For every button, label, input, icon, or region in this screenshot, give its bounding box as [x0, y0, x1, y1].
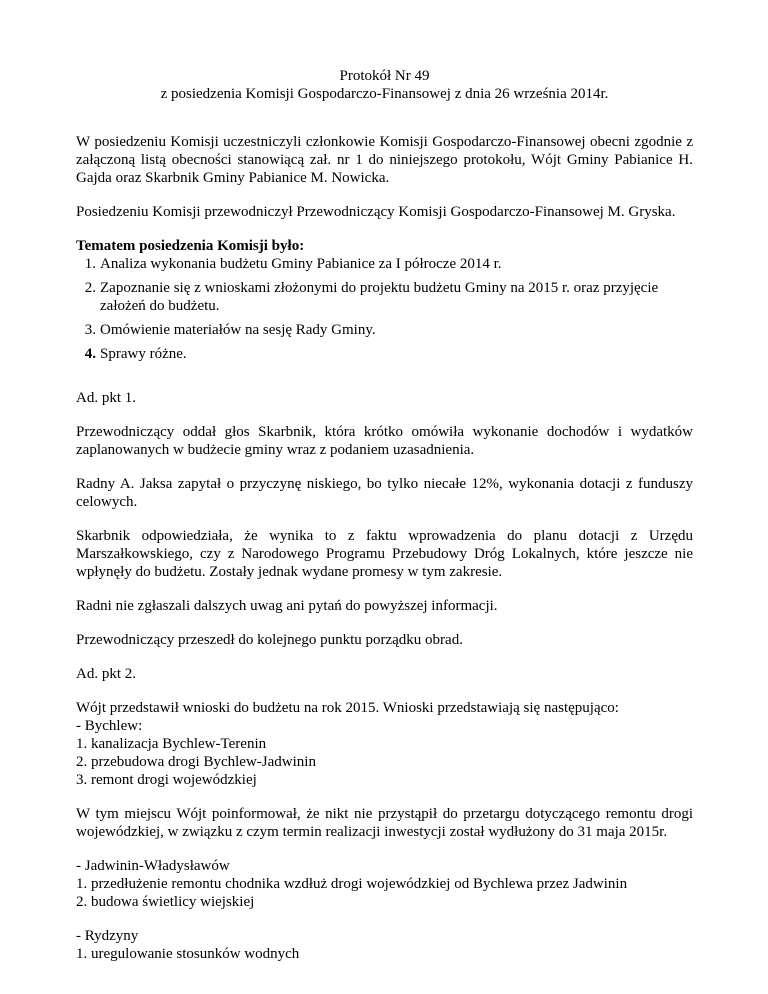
- list-item: 1. przedłużenie remontu chodnika wzdłuż drogi wojewódzkiej od Bychlewa przez Jadwinin: [76, 876, 628, 892]
- agenda-item-text: Analiza wykonania budżetu Gminy Pabianice za I półrocze 2014 r.: [100, 256, 502, 272]
- agenda-item-text: Sprawy różne.: [100, 346, 187, 362]
- agenda-heading: Tematem posiedzenia Komisji było:: [76, 238, 305, 254]
- protocol-subtitle: z posiedzenia Komisji Gospodarczo-Finansowej z dnia 26 września 2014r.: [160, 86, 609, 102]
- agenda-list: [76, 255, 693, 363]
- list-item: 3. remont drogi wojewódzkiej: [76, 772, 257, 788]
- agenda-item-number: 3.: [84, 322, 96, 338]
- agenda-item-text: Omówienie materiałów na sesję Rady Gminy.: [100, 322, 376, 338]
- rydzyny-label: - Rydzyny: [76, 928, 139, 944]
- point1-paragraph: Radni nie zgłaszali dalszych uwag ani pytań do powyższej informacji.: [76, 598, 498, 614]
- point1-paragraph: Radny A. Jaksa zapytał o przyczynę niskiego, bo tylko niecałe 12%, wykonania dotacji z funduszy celowych.: [76, 476, 693, 510]
- point1-paragraph: Przewodniczący oddał głos Skarbnik, która krótko omówiła wykonanie dochodów i wydatków zaplanowanych w budżecie gminy wraz z podaniem uzasadnienia.: [76, 424, 693, 458]
- point1-paragraph: Przewodniczący przeszedł do kolejnego punktu porządku obrad.: [76, 632, 463, 648]
- agenda-item: [76, 345, 693, 363]
- agenda-item: [76, 321, 693, 339]
- bychlew-label: - Bychlew:: [76, 718, 143, 734]
- list-item: 1. kanalizacja Bychlew-Terenin: [76, 736, 267, 752]
- participants-paragraph: W posiedzeniu Komisji uczestniczyli członkowie Komisji Gospodarczo-Finansowej obecni zgodnie z załączoną listą obecności stanowiącą zał. nr 1 do niniejszego protokołu, Wójt Gminy Pabianice H. Gajda oraz Skarbnik Gminy Pabianice M. Nowicka.: [76, 134, 693, 186]
- agenda-item: [76, 279, 693, 315]
- point2-intro: Wójt przedstawił wnioski do budżetu na rok 2015. Wnioski przedstawiają się następująco:: [76, 700, 619, 716]
- jadwinin-label: - Jadwinin-Władysławów: [76, 858, 230, 874]
- agenda-item: [76, 255, 693, 273]
- agenda-item-number: 1.: [84, 256, 96, 272]
- point1-heading: Ad. pkt 1.: [76, 390, 136, 406]
- list-item: 2. przebudowa drogi Bychlew-Jadwinin: [76, 754, 316, 770]
- point2-note: W tym miejscu Wójt poinformował, że nikt nie przystąpił do przetargu dotyczącego remontu drogi wojewódzkiej, w związku z czym termin realizacji inwestycji został wydłużony do 31 maja 2015r.: [76, 806, 693, 840]
- point2-heading: Ad. pkt 2.: [76, 666, 136, 682]
- agenda-item-number: 2.: [84, 280, 96, 296]
- protocol-title: Protokół Nr 49: [339, 68, 430, 84]
- point1-paragraph: Skarbnik odpowiedziała, że wynika to z faktu wprowadzenia do planu dotacji z Urzędu Marszałkowskiego, czy z Narodowego Programu Przebudowy Dróg Lokalnych, które jeszcze nie wpłynęły do budżetu. Zostały jednak wydane promesy w tym zakresie.: [76, 528, 693, 580]
- agenda-item-text: Zapoznanie się z wnioskami złożonymi do projektu budżetu Gminy na 2015 r. oraz przyjęcie założeń do budżetu.: [100, 280, 659, 314]
- document-page: [76, 67, 693, 963]
- chair-paragraph: Posiedzeniu Komisji przewodniczył Przewodniczący Komisji Gospodarczo-Finansowej M. Gryska.: [76, 204, 676, 220]
- agenda-item-number: 4.: [84, 346, 96, 362]
- list-item: 2. budowa świetlicy wiejskiej: [76, 894, 255, 910]
- list-item: 1. uregulowanie stosunków wodnych: [76, 946, 300, 962]
